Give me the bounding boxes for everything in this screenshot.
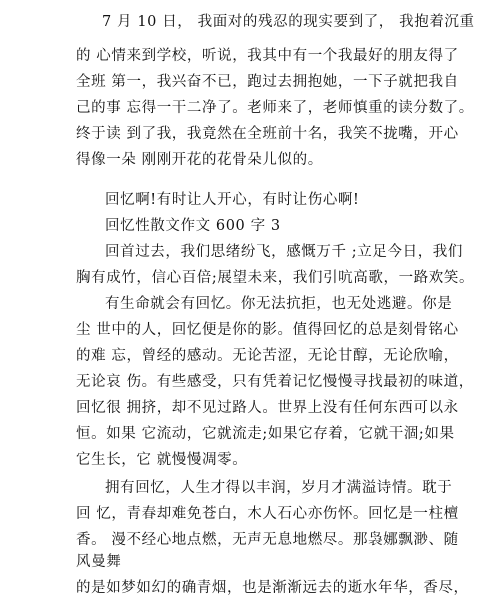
text-line: 全班 第一，我兴奋不已，跑过去拥抱她，一下子就把我自 [76, 74, 459, 90]
text-line: 拥有回忆，人生才得以丰润，岁月才满溢诗情。耽于 [105, 480, 453, 496]
text-line: 己的事 忘得一干二净了。老师来了，老师慎重的读分数了。 [76, 100, 474, 116]
text-line: 恒。如果 它流动，它就流走;如果它存着，它就干涸;如果 [76, 426, 455, 442]
text-line: 回忆啊!有时让人开心，有时让伤心啊! [105, 192, 360, 208]
text-line: 无论哀 伤。有些感受，只有凭着记忆慢慢寻找最初的味道， [76, 374, 474, 390]
text-line: 胸有成竹，信心百倍;展望未来，我们引吭高歌，一路欢笑。 [76, 270, 475, 286]
text-line: 回 忆，青春却难免苍白，木人石心亦伤怀。回忆是一柱檀 [76, 506, 459, 522]
text-line: 回首过去，我们思绪纷飞，感慨万千 ;立足今日，我们 [105, 244, 463, 260]
text-line: 香。 漫不经心地点燃，无声无息地燃尽。那袅娜飘渺、随 [76, 532, 459, 548]
section-heading: 回忆性散文作文 600 字 3 [105, 218, 281, 234]
text-line: 终于读 到了我，我竟然在全班前十名，我笑不拢嘴，开心 [76, 126, 459, 142]
text-line: 它生长，它 就慢慢凋零。 [76, 452, 248, 468]
text-line: 风曼舞 [76, 554, 122, 570]
text-line: 的是如梦如幻的确青烟，也是渐渐远去的逝水年华，香尽， [76, 580, 469, 596]
text-line: 回忆很 拥挤，却不见过路人。世界上没有任何东西可以永 [76, 400, 459, 416]
text-line: 得像一朵 刚刚开花的花骨朵儿似的。 [76, 152, 323, 168]
text-line: 尘 世中的人，回忆便是你的影。值得回忆的总是刻骨铭心 [76, 322, 459, 338]
text-line: 7 月 10 日， 我面对的残忍的现实要到了， 我抱着沉重 [102, 14, 475, 30]
text-line: 的难 忘，曾经的感动。无论苦涩，无论甘醇，无论欣喻， [76, 348, 459, 364]
text-line: 有生命就会有回忆。你无法抗拒，也无处逃避。你是 [105, 296, 453, 312]
text-line: 的 心情来到学校，听说，我其中有一个我最好的朋友得了 [76, 48, 459, 64]
